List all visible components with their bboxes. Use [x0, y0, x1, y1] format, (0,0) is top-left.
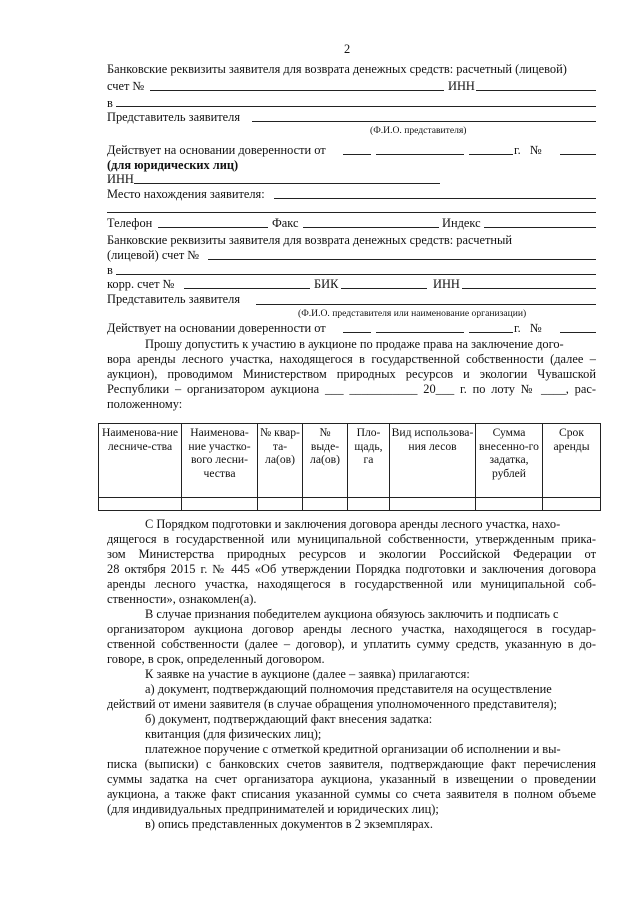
payment-line-4: аукциона, а также факт списания указанной суммы со счета заявителя в полном объеме — [107, 787, 596, 801]
receipt-line: квитанция (для физических лиц); — [145, 727, 322, 741]
item-c: в) опись представленных документов в 2 экземплярах. — [145, 817, 433, 831]
power-of-attorney-label: Действует на основании доверенности от — [107, 143, 326, 157]
poa-month-field[interactable] — [376, 154, 464, 155]
item-a-line-2: действий от имени заявителя (в случае обращения уполномоченного представителя); — [107, 697, 557, 711]
legal-bank-details-line: Банковские реквизиты заявителя для возврата денежных средств: расчетный — [107, 233, 512, 247]
request-line-3: аукцион), проводимом Министерством природных ресурсов и экологии Чувашской — [107, 367, 596, 381]
legal-poa-year-suffix: г. — [514, 321, 521, 335]
header-lease-term: Срок аренды — [543, 424, 601, 498]
legal-representative-field[interactable] — [256, 304, 596, 305]
request-line-1: Прошу допустить к участию в аукционе по продаже права на заключение дого- — [145, 337, 564, 351]
header-deposit-amount: Сумма внесенно-го задатка, рублей — [476, 424, 543, 498]
procedure-line-1: С Порядком подготовки и заключения договора аренды лесного участка, нахо- — [145, 517, 561, 531]
representative-field[interactable] — [252, 121, 596, 122]
payment-line-2: писка (выписки) с банковских счетов заявителя, подтверждающие факт перечисления — [107, 757, 596, 771]
obligation-line-2: организатором аукциона договор аренды лесного участка, находящегося в государ- — [107, 622, 596, 636]
header-forestry: Наименова-ние лесниче-ства — [99, 424, 182, 498]
inn-label: ИНН — [448, 79, 475, 93]
location-field[interactable] — [274, 198, 596, 199]
procedure-line-5: аренды лесного участка, находящегося в государственной или муниципальной соб- — [107, 577, 596, 591]
cell-forestry[interactable] — [99, 498, 182, 511]
corr-account-field[interactable] — [184, 288, 310, 289]
item-b: б) документ, подтверждающий факт внесения задатка: — [145, 712, 433, 726]
legal-power-of-attorney-label: Действует на основании доверенности от — [107, 321, 326, 335]
payment-line-5: (для индивидуальных предпринимателей и юридических лиц); — [107, 802, 439, 816]
payment-line-3: суммы задатка на счет организатора аукциона, указанный в извещении о проведении — [107, 772, 596, 786]
legal-poa-number-field[interactable] — [560, 332, 596, 333]
legal-inn2-field[interactable] — [462, 288, 596, 289]
representative-label: Представитель заявителя — [107, 110, 241, 124]
representative-caption: (Ф.И.О. представителя) — [370, 125, 467, 136]
legal-poa-month-field[interactable] — [376, 332, 464, 333]
legal-inn-field[interactable] — [134, 183, 440, 184]
cell-deposit-amount[interactable] — [476, 498, 543, 511]
legal-inn-label: ИНН — [107, 172, 134, 186]
procedure-line-2: дящегося в государственной или муниципальной собственности, утвержденным прика- — [107, 532, 596, 546]
obligation-line-4: говоре, в срок, определенный договором. — [107, 652, 325, 666]
account-label: счет № — [107, 79, 145, 93]
obligation-line-1: В случае признания победителем аукциона обязуюсь заключить и подписать с — [145, 607, 559, 621]
cell-forest-use[interactable] — [390, 498, 476, 511]
bik-field[interactable] — [341, 288, 427, 289]
cell-area[interactable] — [348, 498, 390, 511]
header-quarter-number: № квар-та-ла(ов) — [258, 424, 303, 498]
poa-day-field[interactable] — [343, 154, 371, 155]
poa-number-sign: № — [530, 143, 542, 157]
legal-bank-name-field[interactable] — [116, 274, 596, 275]
legal-representative-caption: (Ф.И.О. представителя или наименование организации) — [298, 308, 527, 319]
header-forest-use: Вид использова-ния лесов — [390, 424, 476, 498]
phone-label: Телефон — [107, 216, 153, 230]
cell-section-number[interactable] — [303, 498, 348, 511]
legal-bank-in-label: в — [107, 263, 113, 277]
request-line-2: вора аренды лесного участка, находящегося в государственной собственности (далее – — [107, 352, 596, 366]
index-label: Индекс — [442, 216, 481, 230]
legal-poa-number-sign: № — [530, 321, 542, 335]
poa-year-field[interactable] — [469, 154, 513, 155]
procedure-line-6: ственности», ознакомлен(а). — [107, 592, 257, 606]
bank-in-label: в — [107, 96, 113, 110]
lots-table — [98, 423, 601, 511]
legal-entities-heading: (для юридических лиц) — [107, 158, 239, 172]
obligation-line-3: ственной собственности (далее – договор), и уплатить сумму средств, указанную в до- — [107, 637, 596, 651]
fax-label: Факс — [272, 216, 299, 230]
cell-quarter-number[interactable] — [258, 498, 303, 511]
header-area: Пло-щадь, га — [348, 424, 390, 498]
header-district-forestry: Наименова-ние участко-вого лесни-чества — [182, 424, 258, 498]
bik-label: БИК — [314, 277, 339, 291]
bank-details-line: Банковские реквизиты заявителя для возврата денежных средств: расчетный (лицевой) — [107, 62, 567, 76]
payment-line-1: платежное поручение с отметкой кредитной организации об исполнении и вы- — [145, 742, 561, 756]
attachments-intro: К заявке на участие в аукционе (далее – заявка) прилагаются: — [145, 667, 470, 681]
request-line-4: Республики – организатором аукциона ___ ___________ 20___ г. по лоту № ____, рас- — [107, 382, 596, 396]
index-field[interactable] — [484, 227, 596, 228]
location-field-continued[interactable] — [107, 212, 596, 213]
corr-account-label: корр. счет № — [107, 277, 175, 291]
fax-field[interactable] — [303, 227, 439, 228]
legal-poa-year-field[interactable] — [469, 332, 513, 333]
legal-inn2-label: ИНН — [433, 277, 460, 291]
procedure-line-4: 28 октября 2015 г. № 445 «Об утверждении Порядка подготовки и заключения договора — [107, 562, 596, 576]
account-field[interactable] — [150, 90, 444, 91]
page-number: 2 — [344, 42, 351, 56]
location-label: Место нахождения заявителя: — [107, 187, 265, 201]
item-a-line-1: а) документ, подтверждающий полномочия представителя на осуществление — [145, 682, 552, 696]
header-section-number: № выде-ла(ов) — [303, 424, 348, 498]
cell-lease-term[interactable] — [543, 498, 601, 511]
table-header-row — [99, 424, 601, 498]
legal-account-field[interactable] — [208, 259, 596, 260]
request-line-5: положенному: — [107, 397, 183, 411]
poa-year-suffix: г. — [514, 143, 521, 157]
legal-poa-day-field[interactable] — [343, 332, 371, 333]
legal-representative-label: Представитель заявителя — [107, 292, 241, 306]
table-row — [99, 498, 601, 511]
procedure-line-3: зом Министерства природных ресурсов и экологии Российской Федерации от — [107, 547, 596, 561]
poa-number-field[interactable] — [560, 154, 596, 155]
phone-field[interactable] — [158, 227, 268, 228]
bank-name-field[interactable] — [116, 106, 596, 107]
cell-district-forestry[interactable] — [182, 498, 258, 511]
inn-field[interactable] — [476, 90, 596, 91]
legal-account-label: (лицевой) счет № — [107, 248, 200, 262]
